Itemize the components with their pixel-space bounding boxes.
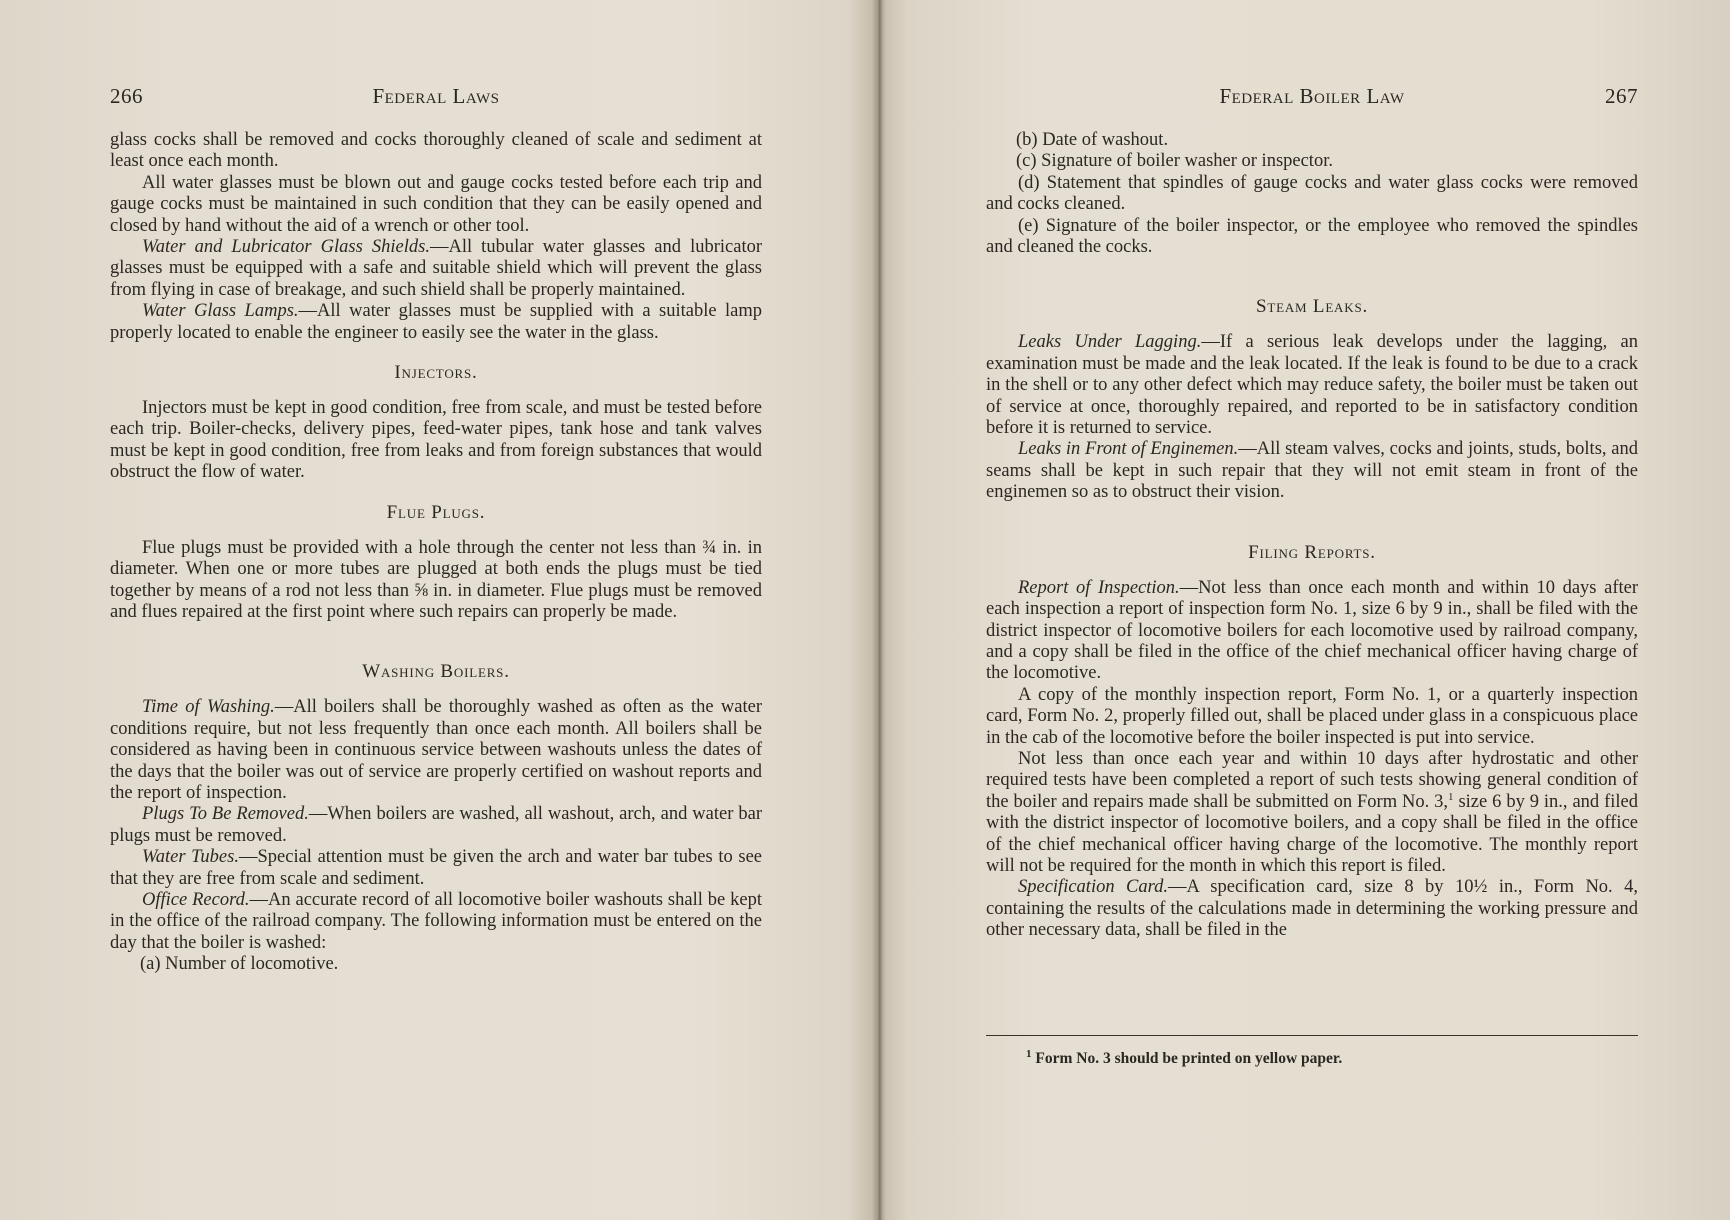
left-running-head <box>110 84 762 112</box>
left-running-title: Federal Laws <box>372 84 500 108</box>
text-specification-card: —A specification card, size 8 by 10½ in., Form No. 4, containing the results of the calculations made in determining the working pressure and other necessary data, shall be filed in the <box>986 877 1638 941</box>
list-item-e: (e) Signature of the boiler inspector, or the employee who removed the spindles and cleaned the cocks. <box>986 215 1638 258</box>
text-time-of-washing: —All boilers shall be thoroughly washed as often as the water conditions require, but not less frequently than once each month. All boilers shall be considered as having been in continuous service between washouts unless the dates of the days that the boiler was out of service are properly certified on washout reports and the report of inspection. <box>110 697 763 803</box>
heading-filing-reports: Filing Reports. <box>1248 541 1376 563</box>
sidehead-office-record: Office Record. <box>142 889 250 910</box>
paragraph-plugs-removed <box>110 804 762 847</box>
heading-injectors: Injectors. <box>394 362 478 384</box>
right-running-head <box>986 84 1638 112</box>
paragraph-time-of-washing <box>110 697 762 804</box>
sidehead-glass-shields: Water and Lubricator Glass Shields. <box>142 237 430 258</box>
text-office-record: —An accurate record of all locomotive boiler washouts shall be kept in the office of the railroad company. The following information must be entered on the day that the boiler is washed: <box>110 889 762 953</box>
heading-flue-plugs: Flue Plugs. <box>386 501 486 523</box>
paragraph-office-record <box>110 890 762 954</box>
left-page <box>110 0 762 1220</box>
paragraph-glass-lamps <box>110 301 762 344</box>
right-page-number: 267 <box>1605 84 1638 108</box>
paragraph-glass-cocks: glass cocks shall be removed and cocks thoroughly cleaned of scale and sediment at least once each month. <box>110 130 762 172</box>
paragraph-injectors: Injectors must be kept in good condition, free from scale, and must be tested before each trip. Boiler-checks, delivery pipes, feed-water pipes, tank hose and tank valves must be kept in good condition, free from leaks and from foreign substances that would obstruct the flow of water. <box>110 398 762 483</box>
text-glass-shields: —All tubular water glasses and lubricator glasses must be equipped with a safe and suitable shield which will prevent the glass from flying in case of breakage, and such shield shall be properly maintained. <box>110 237 763 300</box>
text-leaks-under-lagging: —If a serious leak develops under the lagging, an examination must be made and the leak located. If the leak is found to be due to a crack in the shell or to any other defect which may reduce safety, the boiler must be taken out of service at once, thoroughly repaired, and reported to be in satisfactory condition before it is returned to service. <box>986 332 1638 439</box>
paragraph-flue-plugs: Flue plugs must be provided with a hole through the center not less than ¾ in. in diameter. When one or more tubes are plugged at both ends the plugs must be tied together by means of a rod not less than ⅝ in. in diameter. Flue plugs must be removed and flues repaired at the first point where such repairs can properly be made. <box>110 537 762 622</box>
book-gutter <box>872 0 886 1220</box>
right-running-title: Federal Boiler Law <box>1219 84 1405 108</box>
sidehead-leaks-under-lagging: Leaks Under Lagging. <box>1018 332 1202 353</box>
paragraph-leaks-under-lagging <box>986 332 1638 439</box>
text-report-of-inspection: —Not less than once each month and within 10 days after each inspection a report of inspection form No. 1, size 6 by 9 in., shall be filed with the district inspector of locomotive boilers for each locomotive used by railroad company, and a copy shall be filed in the office of the chief mechanical officer having charge of the locomotive. <box>986 577 1638 684</box>
list-item-b: (b) Date of washout. <box>1016 130 1169 150</box>
sidehead-specification-card: Specification Card. <box>1018 877 1169 898</box>
paragraph-specification-card <box>986 877 1638 941</box>
paragraph-annual-report <box>986 749 1638 877</box>
footnote <box>1026 1047 1343 1068</box>
list-item-c: (c) Signature of boiler washer or inspector. <box>1016 151 1333 172</box>
left-page-body <box>110 130 762 976</box>
sidehead-plugs-removed: Plugs To Be Removed. <box>142 804 309 825</box>
paragraph-water-tubes <box>110 847 762 890</box>
sidehead-water-tubes: Water Tubes. <box>142 847 239 868</box>
text-leaks-front-enginemen: —All steam valves, cocks and joints, studs, bolts, and seams shall be kept in such repair that they will not emit steam in front of the enginemen so as to obstruct their vision. <box>986 439 1638 503</box>
heading-steam-leaks: Steam Leaks. <box>1255 296 1369 318</box>
paragraph-report-of-inspection <box>986 578 1638 685</box>
text-plugs-removed: —When boilers are washed, all washout, arch, and water bar plugs must be removed. <box>110 804 762 846</box>
text-glass-lamps: —All water glasses must be supplied with a suitable lamp properly located to enable the engineer to easily see the water in the glass. <box>110 301 762 343</box>
right-page-body <box>986 130 1638 942</box>
sidehead-leaks-front-enginemen: Leaks in Front of Enginemen. <box>1018 439 1239 460</box>
footnote-text: Form No. 3 should be printed on yellow paper. <box>1035 1050 1343 1067</box>
footnote-rule <box>986 1035 1638 1036</box>
sidehead-report-of-inspection: Report of Inspection. <box>1018 577 1180 598</box>
list-item-a: (a) Number of locomotive. <box>140 954 339 975</box>
paragraph-monthly-report-copy: A copy of the monthly inspection report, Form No. 1, or a quarterly inspection card, Form No. 2, properly filled out, shall be placed under glass in a conspicuous place in the cab of the locomotive before the boiler inspected is put into service. <box>986 684 1638 748</box>
sidehead-time-of-washing: Time of Washing. <box>142 697 275 718</box>
footnote-reference: 1 <box>1448 790 1454 803</box>
footnote-mark: 1 <box>1026 1047 1032 1060</box>
sidehead-glass-lamps: Water Glass Lamps. <box>142 301 299 322</box>
heading-washing-boilers: Washing Boilers. <box>362 661 510 683</box>
text-water-tubes: —Special attention must be given the arch and water bar tubes to see that they are free from scale and sediment. <box>110 847 762 889</box>
right-page <box>986 0 1638 1220</box>
paragraph-leaks-front-enginemen <box>986 439 1638 503</box>
left-page-number: 266 <box>110 84 143 108</box>
text-annual-report-a: Not less than once each year and within 10 days after hydrostatic and other required tests have been completed a report of such tests showing general condition of the boiler and repairs made shall be submitted on Form No. 3, <box>986 748 1638 812</box>
paragraph-water-glasses: All water glasses must be blown out and gauge cocks tested before each trip and gauge cocks must be maintained in such condition that they can be easily opened and closed by hand without the aid of a wrench or other tool. <box>110 172 762 236</box>
text-annual-report-b: size 6 by 9 in., and filed with the district inspector of locomotive boilers, and a copy shall be filed in the office of the chief mechanical officer having charge of the locomotive. The monthly report will not be required for the month in which this report is filed. <box>986 791 1638 876</box>
paragraph-glass-shields <box>110 237 762 301</box>
list-item-d: (d) Statement that spindles of gauge cocks and water glass cocks were removed and cocks cleaned. <box>986 172 1638 215</box>
